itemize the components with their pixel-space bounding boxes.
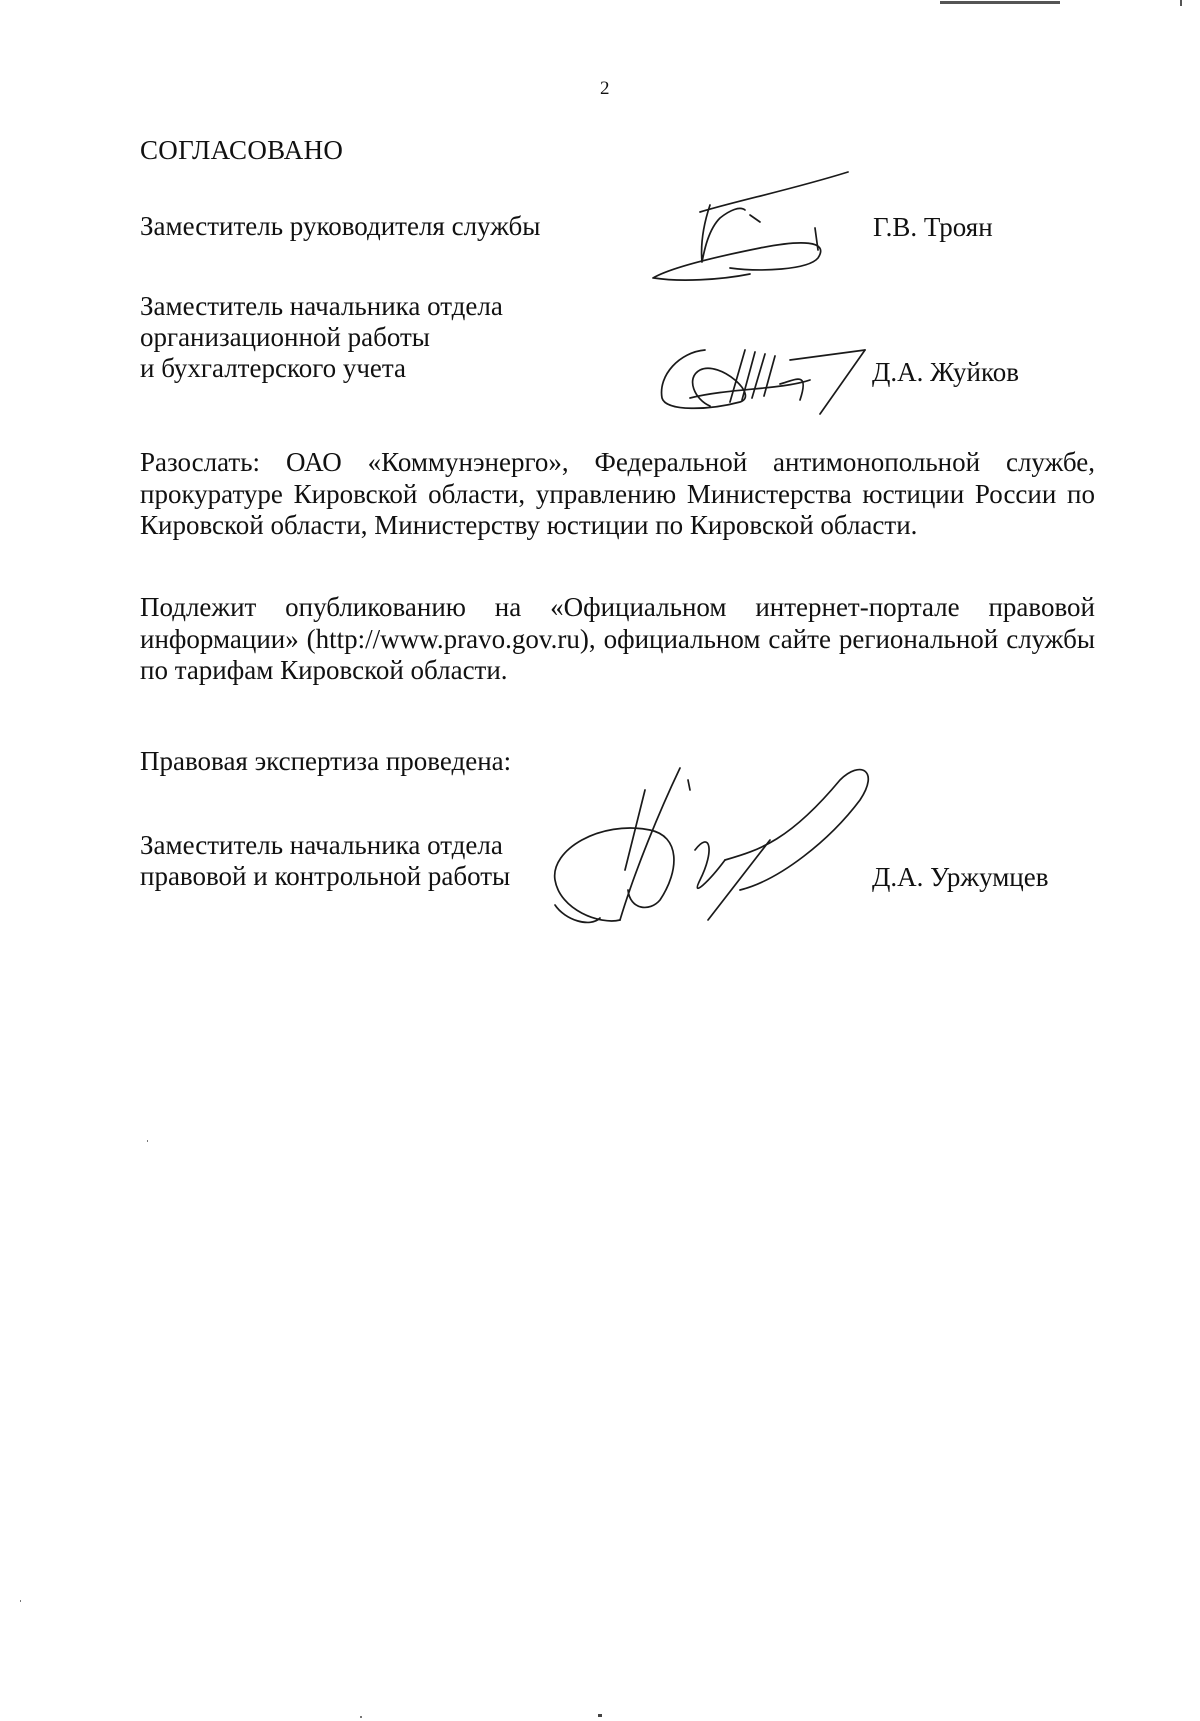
signatory-1-position	[140, 211, 540, 242]
legal-review-heading: Правовая экспертиза проведена:	[140, 746, 512, 776]
legal-review-position-line: правовой и контрольной работы	[140, 861, 511, 891]
page-number: 2	[600, 78, 610, 99]
publication-paragraph: Подлежит опубликованию на «Официальном интернет-портале правовой информации» (http://www.pravo.gov.ru), официальном сайте региональной службы по тарифам Кировской области.	[140, 592, 1095, 685]
scan-artifact	[598, 1714, 602, 1717]
scan-artifact	[940, 1, 1060, 4]
scan-artifact	[1180, 0, 1182, 6]
scan-artifact	[147, 1140, 148, 1142]
approval-heading: СОГЛАСОВАНО	[140, 135, 344, 165]
distribution-paragraph: Разослать: ОАО «Коммунэнерго», Федеральной антимонопольной службе, прокуратуре Кировской области, управлению Министерства юстиции России по Кировской области, Министерству юстиции по Кировской области.	[140, 447, 1095, 540]
signature-zhuikov	[650, 340, 880, 420]
signatory-2-position-line: организационной работы	[140, 322, 430, 352]
signatory-2-position-line: и бухгалтерского учета	[140, 353, 407, 383]
signatory-1-name: Г.В. Троян	[873, 212, 993, 242]
signatory-1-position-line: Заместитель руководителя службы	[140, 211, 541, 241]
signatory-2-name: Д.А. Жуйков	[872, 357, 1019, 387]
signature-urzhumtsev	[540, 760, 900, 940]
legal-review-position-line: Заместитель начальника отдела	[140, 830, 503, 860]
signature-troyan	[640, 170, 860, 290]
signatory-2-position-line: Заместитель начальника отдела	[140, 291, 503, 321]
signatory-2-position	[140, 291, 503, 384]
legal-review-name: Д.А. Уржумцев	[872, 862, 1049, 892]
legal-review-position	[140, 830, 510, 892]
scan-artifact	[360, 1716, 362, 1718]
scan-artifact	[20, 1600, 21, 1602]
